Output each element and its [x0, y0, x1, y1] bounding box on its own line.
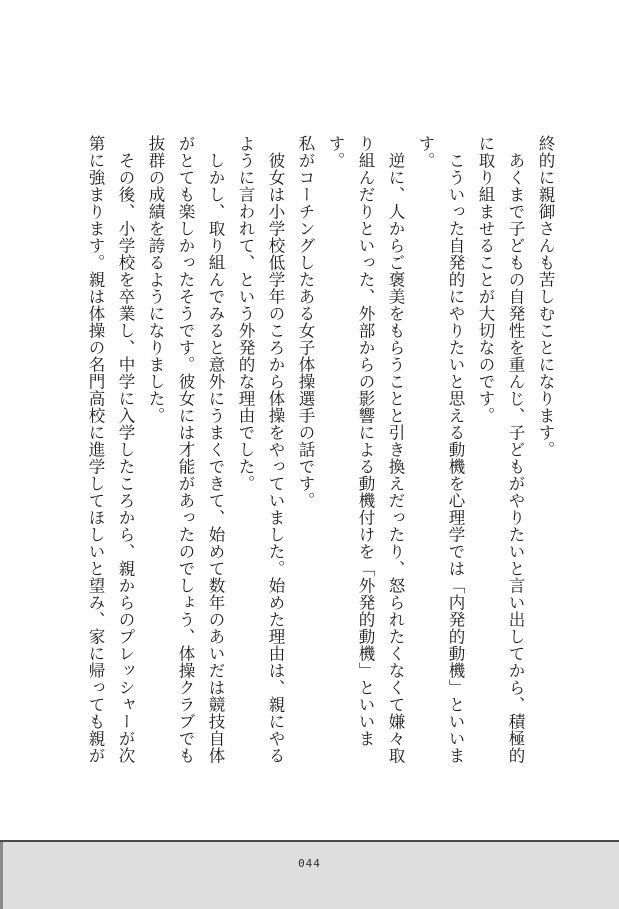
page-footer [0, 840, 619, 909]
paragraph-1: 終的に親御さんも苦しむことになります。 [536, 135, 555, 458]
paragraph-3: こういった自発的にやりたいと思える動機を心理学では「内発的動機」といいます。 [416, 135, 465, 764]
footer-edge-divider [0, 842, 3, 909]
paragraph-6: 彼女は小学校低学年のころから体操をやっていました。始めた理由は、親にやるように言われて、という外発的な理由でした。 [236, 135, 285, 764]
paragraph-8: その後、小学校を卒業し、中学に入学したころから、親からのプレッシャーが次第に強まります。親は体操の名門高校に進学してほしいと望み、家に帰っても親が [86, 135, 135, 764]
paragraph-7: しかし、取り組んでみると意外にうまくできて、始めて数年のあいだは競技自体がとても楽しかったそうです。彼女には才能があったのでしょう、体操クラブでも抜群の成績を誇るようになりました。 [146, 135, 225, 764]
vertical-text-body [84, 135, 560, 775]
paragraph-4: 逆に、人からご褒美をもらうことと引き換えだったり、怒られたくなくて嫌々取り組んだりといった、外部からの影響による動機付けを「外発的動機」といいます。 [326, 135, 405, 764]
paragraph-5: 私がコーチングしたある女子体操選手の話です。 [296, 135, 315, 509]
page-number: 044 [298, 857, 321, 870]
paragraph-2: あくまで子どもの自発性を重んじ、子どもがやりたいと言い出してから、積極的に取り組ませることが大切なのです。 [476, 135, 525, 764]
